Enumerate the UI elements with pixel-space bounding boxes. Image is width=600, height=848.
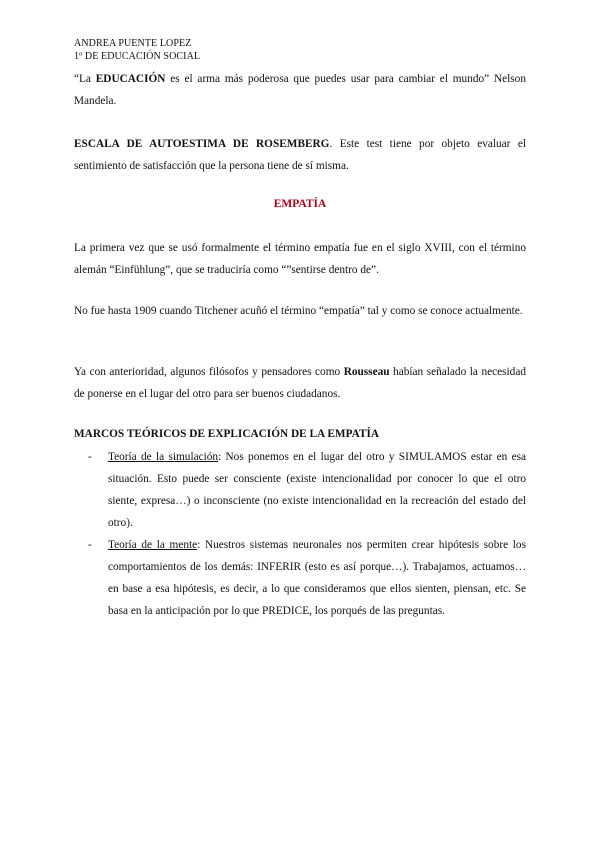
- dash-bullet: -: [88, 539, 92, 551]
- quote-open: “La: [74, 73, 96, 85]
- escala-paragraph: [74, 133, 526, 177]
- item-label: Teoría de la mente: [108, 539, 198, 551]
- item-label: Teoría de la simulación: [108, 451, 219, 463]
- course-name: 1º DE EDUCACIÓN SOCIAL: [74, 51, 201, 62]
- list-item: [74, 534, 526, 622]
- escala-text: . Este test tiene por objeto evaluar el sentimiento de satisfacción que la persona tiene de sí misma.: [74, 138, 526, 172]
- paragraph-3-bold: Rousseau: [343, 366, 390, 378]
- paragraph-3-start: Ya con anterioridad, algunos filósofos y pensadores como: [74, 366, 344, 378]
- item-text: : Nuestros sistemas neuronales nos permiten crear hipótesis sobre los comportamientos de los demás: INFERIR (esto es así porque…). Trabajamos, actuamos… en base a esa hipótesis, es decir, a lo que consideramos que ellos sienten, piensan, etc. Se basa en la anticipación por lo que PREDICE, los porqués de las preguntas.: [108, 539, 526, 617]
- empatia-heading: EMPATÍA: [273, 198, 327, 210]
- paragraph-1: La primera vez que se usó formalmente el término empatía fue en el siglo XVIII, con el término alemán “Einfühlung”, que se traduciría como “”sentirse dentro de”.: [74, 242, 526, 276]
- item-text: : Nos ponemos en el lugar del otro y SIMULAMOS estar en esa situación. Esto puede ser consciente (existe intencionalidad por conocer lo que el otro siente, expresa…) o inconsciente (no existe intencionalidad en la recreación del estado del otro).: [108, 451, 526, 529]
- marcos-title: MARCOS TEÓRICOS DE EXPLICACIÓN DE LA EMPATÍA: [74, 428, 380, 440]
- paragraph-3-end: habían señalado la necesidad de ponerse en el lugar del otro para ser buenos ciudadanos.: [74, 366, 526, 400]
- author-name: ANDREA PUENTE LOPEZ: [74, 38, 192, 49]
- marcos-title-block: [74, 423, 526, 445]
- empatia-heading-block: [74, 193, 526, 215]
- escala-title: ESCALA DE AUTOESTIMA DE ROSEMBERG: [74, 138, 330, 150]
- author-header: [74, 37, 200, 63]
- list-item: [74, 446, 526, 534]
- paragraph-3: [74, 361, 526, 405]
- quote-rest: es el arma más poderosa que puedes usar para cambiar el mundo” Nelson Mandela.: [74, 73, 526, 107]
- paragraph-2: No fue hasta 1909 cuando Titchener acuñó el término “empatía” tal y como se conoce actualmente.: [74, 305, 523, 317]
- quote-bold-word: EDUCACIÓN: [95, 73, 166, 85]
- quote-paragraph: [74, 68, 526, 112]
- marcos-list: [74, 446, 526, 622]
- dash-bullet: -: [88, 451, 92, 463]
